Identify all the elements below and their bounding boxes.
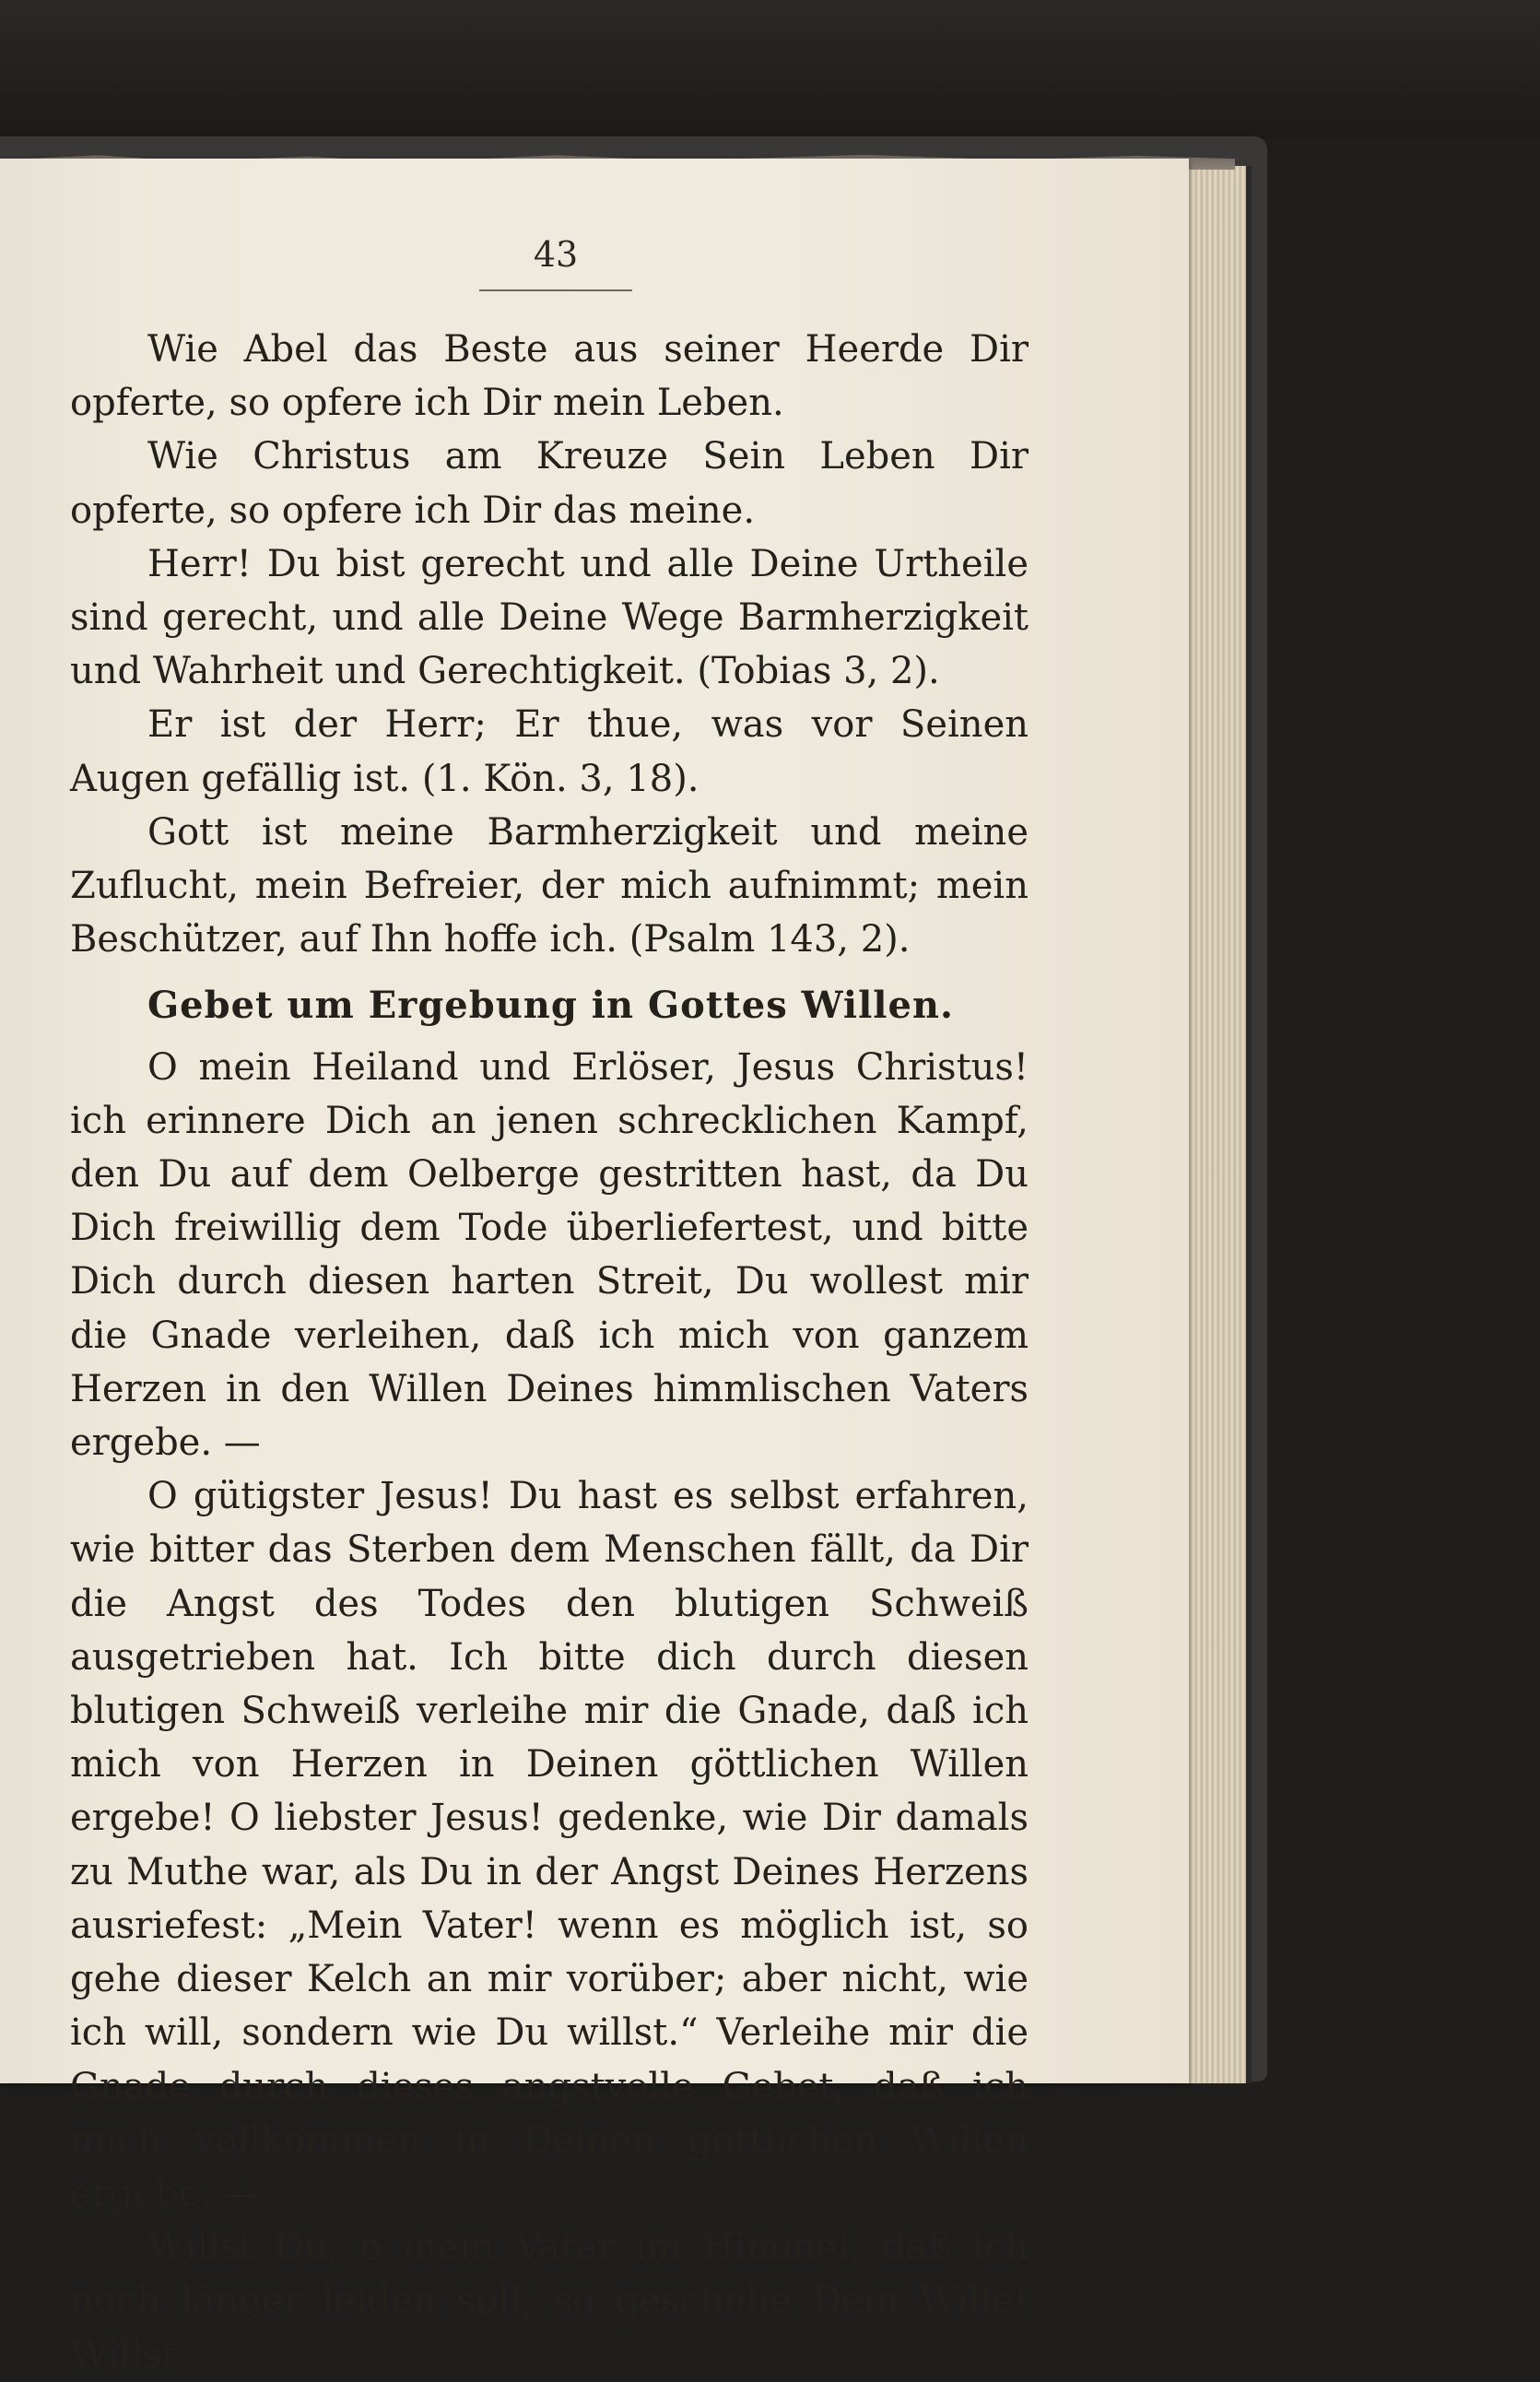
paragraph: Gott ist meine Barmherzigkeit und meine Zuflucht, mein Befreier, der mich aufnimmt; mein Beschützer, auf Ihn hoffe ich. (Psalm 143, 2).: [70, 810, 1029, 961]
paragraph: Wie Christus am Kreuze Sein Leben Dir opferte, so opfere ich Dir das meine.: [70, 435, 1029, 532]
paragraph: Wie Abel das Beste aus seiner Heerde Dir opferte, so opfere ich Dir mein Leben.: [70, 328, 1029, 425]
paragraph: Willst Du, o mein Vater im Himmel, daß ich noch länger leiden soll, so geschehe Dein Wille! Willst: [70, 2226, 1029, 2376]
paragraph: O gütigster Jesus! Du hast es selbst erfahren, wie bitter das Sterben dem Menschen fällt, da Dir die Angst des Todes den blutigen Schweiß ausgetrieben hat. Ich bitte dich durch diesen blutigen Schweiß verleihe mir die Gnade, daß ich mich von Herzen in Deinen göttlichen Willen ergebe! O liebster Jesus! gedenke, wie Dir damals zu Muthe war, als Du in der Angst Deines Herzens ausriefest: „Mein Vater! wenn es möglich ist, so gehe dieser Kelch an mir vorüber; aber nicht, wie ich will, sondern wie Du willst.“ Verleihe mir die Gnade durch dieses angstvolle Gebet, daß ich mich vollkommen in Deinen göttlichen Willen ergebe. —: [70, 1475, 1029, 2215]
page-text: [70, 323, 1029, 2382]
paragraph: O mein Heiland und Erlöser, Jesus Christus! ich erinnere Dich an jenen schrecklichen Kampf, den Du auf dem Oelberge gestritten hast, da Du Dich freiwillig dem Tode überliefertest, und bitte Dich durch diesen harten Streit, Du wollest mir die Gnade verleihen, daß ich mich von ganzem Herzen in den Willen Deines himmlischen Vaters ergebe. —: [70, 1045, 1029, 1465]
page-number: 43: [533, 234, 579, 275]
header-rule: [479, 289, 632, 291]
paragraph: Herr! Du bist gerecht und alle Deine Urtheile sind gerecht, und alle Deine Wege Barmherzigkeit und Wahrheit und Gerechtigkeit. (Tobias 3, 2).: [70, 542, 1029, 693]
paragraph: Er ist der Herr; Er thue, was vor Seinen Augen gefällig ist. (1. Kön. 3, 18).: [70, 703, 1029, 800]
section-heading: Gebet um Ergebung in Gottes Willen.: [147, 984, 954, 1028]
background-dark: [0, 0, 1540, 138]
